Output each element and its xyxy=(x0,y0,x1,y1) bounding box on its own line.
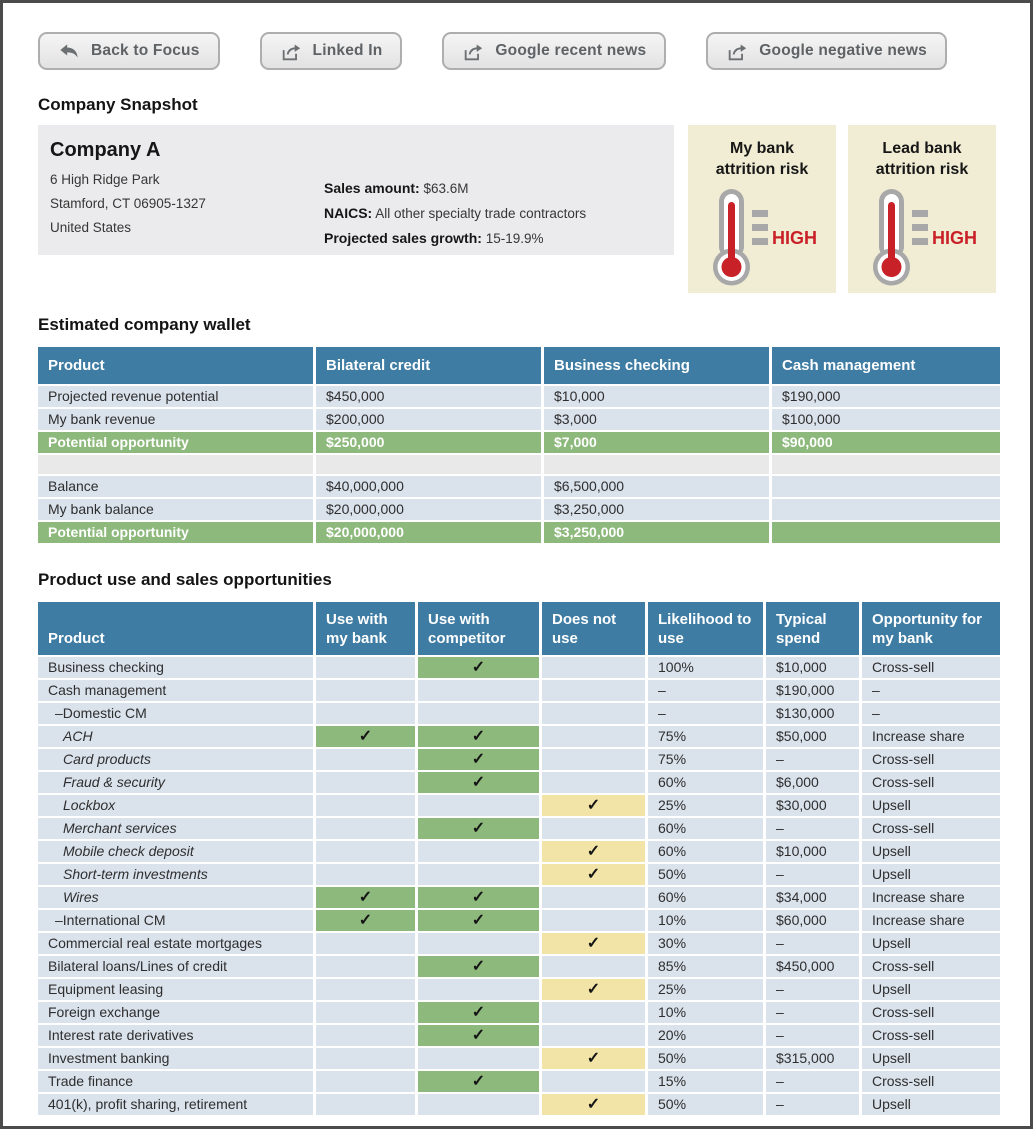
value-cell: $190,000 xyxy=(772,386,1000,409)
value-cell: $6,500,000 xyxy=(544,476,772,499)
column-header: Opportunity for my bank xyxy=(862,602,1000,657)
snapshot-section-title: Company Snapshot xyxy=(38,95,198,114)
does-not-use-cell xyxy=(542,1002,648,1025)
sales-growth-line xyxy=(324,226,586,251)
value-cell: $3,250,000 xyxy=(544,522,772,545)
company-details xyxy=(324,176,586,251)
use-with-competitor-cell-checked: ✓ xyxy=(418,818,542,841)
product-name-cell: Wires xyxy=(38,887,316,910)
product-name-cell: Cash management xyxy=(38,680,316,703)
likelihood-cell: 25% xyxy=(648,979,766,1002)
risk-title-line: attrition risk xyxy=(715,161,809,178)
use-with-competitor-cell-checked: ✓ xyxy=(418,1025,542,1048)
use-with-competitor-cell xyxy=(418,1048,542,1071)
risk-box-title xyxy=(848,138,996,180)
table-row xyxy=(38,979,1000,1002)
column-header: Likelihood to use xyxy=(648,602,766,657)
sales-amount-line xyxy=(324,176,586,201)
table-row xyxy=(38,749,1000,772)
company-address-line: Stamford, CT 06905-1327 xyxy=(50,196,206,211)
product-name-cell: Trade finance xyxy=(38,1071,316,1094)
product-name-cell: Short-term investments xyxy=(38,864,316,887)
use-with-my-bank-cell xyxy=(316,1025,418,1048)
use-with-competitor-cell-checked: ✓ xyxy=(418,657,542,680)
typical-spend-cell: $30,000 xyxy=(766,795,862,818)
use-with-my-bank-cell xyxy=(316,795,418,818)
table-row xyxy=(38,1094,1000,1117)
product-name-cell: Interest rate derivatives xyxy=(38,1025,316,1048)
value-cell xyxy=(316,455,544,476)
typical-spend-cell: – xyxy=(766,933,862,956)
table-row xyxy=(38,795,1000,818)
detail-value: $63.6M xyxy=(423,181,469,196)
value-cell: $7,000 xyxy=(544,432,772,455)
opportunity-cell: Upsell xyxy=(862,841,1000,864)
use-with-competitor-cell-checked: ✓ xyxy=(418,1002,542,1025)
table-row xyxy=(38,1071,1000,1094)
detail-label: Projected sales growth: xyxy=(324,230,482,246)
google-negative-news-button[interactable] xyxy=(706,32,947,70)
use-with-competitor-cell-checked: ✓ xyxy=(418,910,542,933)
use-with-my-bank-cell xyxy=(316,1094,418,1117)
likelihood-cell: 50% xyxy=(648,1048,766,1071)
likelihood-cell: 100% xyxy=(648,657,766,680)
column-header: Use with my bank xyxy=(316,602,418,657)
typical-spend-cell: – xyxy=(766,749,862,772)
share-icon xyxy=(280,42,302,61)
table-row xyxy=(38,933,1000,956)
likelihood-cell: 50% xyxy=(648,864,766,887)
product-name-cell: Lockbox xyxy=(38,795,316,818)
risk-title-line: My bank xyxy=(729,140,794,157)
table-row xyxy=(38,476,1000,499)
use-with-competitor-cell xyxy=(418,864,542,887)
use-with-competitor-cell-checked: ✓ xyxy=(418,887,542,910)
does-not-use-cell xyxy=(542,726,648,749)
company-info-panel xyxy=(38,125,674,255)
column-header: Business checking xyxy=(544,347,772,386)
detail-label: NAICS: xyxy=(324,205,373,221)
risk-level-badge: HIGH xyxy=(772,227,817,248)
use-with-my-bank-cell-checked: ✓ xyxy=(316,910,418,933)
value-cell: $450,000 xyxy=(316,386,544,409)
column-header: Cash management xyxy=(772,347,1000,386)
typical-spend-cell: $190,000 xyxy=(766,680,862,703)
likelihood-cell: 25% xyxy=(648,795,766,818)
row-label: Projected revenue potential xyxy=(38,386,316,409)
risk-title-line: Lead bank xyxy=(882,140,962,157)
product-name-cell: Commercial real estate mortgages xyxy=(38,933,316,956)
does-not-use-cell xyxy=(542,703,648,726)
typical-spend-cell: $34,000 xyxy=(766,887,862,910)
column-header: Product xyxy=(38,602,316,657)
opportunity-cell: Cross-sell xyxy=(862,749,1000,772)
wallet-header-row xyxy=(38,347,1000,386)
likelihood-cell: 85% xyxy=(648,956,766,979)
table-row xyxy=(38,1002,1000,1025)
table-row xyxy=(38,772,1000,795)
row-label xyxy=(38,455,316,476)
company-address-line: United States xyxy=(50,220,132,235)
does-not-use-cell xyxy=(542,680,648,703)
value-cell xyxy=(772,455,1000,476)
wallet-table xyxy=(38,347,1000,545)
table-row xyxy=(38,499,1000,522)
likelihood-cell: 60% xyxy=(648,772,766,795)
opportunity-cell: Upsell xyxy=(862,795,1000,818)
likelihood-cell: 75% xyxy=(648,749,766,772)
table-row xyxy=(38,1048,1000,1071)
column-header: Typical spend xyxy=(766,602,862,657)
use-with-competitor-cell xyxy=(418,979,542,1002)
back-to-focus-button[interactable] xyxy=(38,32,220,70)
product-name-cell: –International CM xyxy=(38,910,316,933)
likelihood-cell: 15% xyxy=(648,1071,766,1094)
value-cell xyxy=(772,522,1000,545)
button-label: Back to Focus xyxy=(91,42,200,59)
risk-box-title xyxy=(688,138,836,180)
value-cell: $10,000 xyxy=(544,386,772,409)
product-use-section-title: Product use and sales opportunities xyxy=(38,570,332,589)
back-arrow-icon xyxy=(58,42,80,61)
column-header: Use with competitor xyxy=(418,602,542,657)
use-with-my-bank-cell xyxy=(316,1071,418,1094)
typical-spend-cell: – xyxy=(766,864,862,887)
linkedin-button[interactable] xyxy=(260,32,403,70)
thermometer-icon xyxy=(867,187,931,289)
likelihood-cell: 20% xyxy=(648,1025,766,1048)
naics-line xyxy=(324,201,586,226)
does-not-use-cell xyxy=(542,749,648,772)
value-cell xyxy=(772,476,1000,499)
likelihood-cell: 60% xyxy=(648,818,766,841)
opportunity-cell: Cross-sell xyxy=(862,772,1000,795)
button-label: Google negative news xyxy=(759,42,927,59)
opportunity-cell: Cross-sell xyxy=(862,956,1000,979)
product-table-body xyxy=(38,657,1000,1117)
likelihood-cell: 60% xyxy=(648,841,766,864)
opportunity-cell: – xyxy=(862,703,1000,726)
typical-spend-cell: $450,000 xyxy=(766,956,862,979)
value-cell: $200,000 xyxy=(316,409,544,432)
does-not-use-cell xyxy=(542,772,648,795)
detail-label: Sales amount: xyxy=(324,180,420,196)
use-with-my-bank-cell xyxy=(316,841,418,864)
typical-spend-cell: $130,000 xyxy=(766,703,862,726)
product-name-cell: Bilateral loans/Lines of credit xyxy=(38,956,316,979)
use-with-competitor-cell-checked: ✓ xyxy=(418,749,542,772)
product-name-cell: Equipment leasing xyxy=(38,979,316,1002)
typical-spend-cell: $10,000 xyxy=(766,841,862,864)
value-cell: $40,000,000 xyxy=(316,476,544,499)
typical-spend-cell: – xyxy=(766,1025,862,1048)
risk-title-line: attrition risk xyxy=(875,161,969,178)
table-row xyxy=(38,841,1000,864)
use-with-my-bank-cell xyxy=(316,703,418,726)
does-not-use-cell xyxy=(542,910,648,933)
row-label: My bank balance xyxy=(38,499,316,522)
does-not-use-cell-checked: ✓ xyxy=(542,1048,648,1071)
opportunity-cell: Cross-sell xyxy=(862,818,1000,841)
typical-spend-cell: $315,000 xyxy=(766,1048,862,1071)
table-row xyxy=(38,887,1000,910)
company-name: Company A xyxy=(50,139,161,161)
typical-spend-cell: $10,000 xyxy=(766,657,862,680)
use-with-competitor-cell-checked: ✓ xyxy=(418,1071,542,1094)
table-row xyxy=(38,386,1000,409)
product-use-table xyxy=(38,602,1000,1117)
wallet-section-title: Estimated company wallet xyxy=(38,315,251,334)
opportunity-cell: Increase share xyxy=(862,910,1000,933)
use-with-competitor-cell-checked: ✓ xyxy=(418,726,542,749)
product-name-cell: Card products xyxy=(38,749,316,772)
likelihood-cell: 30% xyxy=(648,933,766,956)
row-label: Potential opportunity xyxy=(38,522,316,545)
use-with-competitor-cell xyxy=(418,680,542,703)
use-with-my-bank-cell xyxy=(316,956,418,979)
google-recent-news-button[interactable] xyxy=(442,32,666,70)
table-row xyxy=(38,956,1000,979)
use-with-my-bank-cell xyxy=(316,680,418,703)
use-with-my-bank-cell-checked: ✓ xyxy=(316,726,418,749)
does-not-use-cell-checked: ✓ xyxy=(542,864,648,887)
use-with-competitor-cell xyxy=(418,1094,542,1117)
product-name-cell: Investment banking xyxy=(38,1048,316,1071)
use-with-competitor-cell-checked: ✓ xyxy=(418,956,542,979)
use-with-my-bank-cell xyxy=(316,1048,418,1071)
use-with-competitor-cell xyxy=(418,795,542,818)
likelihood-cell: 75% xyxy=(648,726,766,749)
product-name-cell: 401(k), profit sharing, retirement xyxy=(38,1094,316,1117)
opportunity-row xyxy=(38,522,1000,545)
company-address-line: 6 High Ridge Park xyxy=(50,172,160,187)
opportunity-cell: Upsell xyxy=(862,1094,1000,1117)
use-with-my-bank-cell xyxy=(316,657,418,680)
typical-spend-cell: $60,000 xyxy=(766,910,862,933)
table-row xyxy=(38,864,1000,887)
table-row xyxy=(38,703,1000,726)
does-not-use-cell xyxy=(542,1071,648,1094)
value-cell xyxy=(544,455,772,476)
does-not-use-cell-checked: ✓ xyxy=(542,841,648,864)
column-header: Does not use xyxy=(542,602,648,657)
does-not-use-cell-checked: ✓ xyxy=(542,795,648,818)
use-with-competitor-cell xyxy=(418,933,542,956)
product-header-row xyxy=(38,602,1000,657)
product-name-cell: Foreign exchange xyxy=(38,1002,316,1025)
spacer-row xyxy=(38,455,1000,476)
likelihood-cell: 10% xyxy=(648,1002,766,1025)
typical-spend-cell: – xyxy=(766,1071,862,1094)
use-with-competitor-cell xyxy=(418,841,542,864)
does-not-use-cell xyxy=(542,657,648,680)
likelihood-cell: – xyxy=(648,680,766,703)
use-with-my-bank-cell xyxy=(316,818,418,841)
detail-value: All other specialty trade contractors xyxy=(375,206,587,221)
value-cell: $20,000,000 xyxy=(316,499,544,522)
use-with-my-bank-cell xyxy=(316,979,418,1002)
does-not-use-cell xyxy=(542,818,648,841)
does-not-use-cell xyxy=(542,887,648,910)
product-name-cell: ACH xyxy=(38,726,316,749)
does-not-use-cell xyxy=(542,956,648,979)
table-row xyxy=(38,726,1000,749)
use-with-competitor-cell xyxy=(418,703,542,726)
opportunity-cell: Cross-sell xyxy=(862,657,1000,680)
my-bank-attrition-risk-box xyxy=(688,125,836,293)
value-cell: $250,000 xyxy=(316,432,544,455)
product-name-cell: Merchant services xyxy=(38,818,316,841)
opportunity-cell: Cross-sell xyxy=(862,1071,1000,1094)
value-cell: $90,000 xyxy=(772,432,1000,455)
product-name-cell: Business checking xyxy=(38,657,316,680)
table-row xyxy=(38,409,1000,432)
detail-value: 15-19.9% xyxy=(485,231,544,246)
typical-spend-cell: – xyxy=(766,818,862,841)
likelihood-cell: 60% xyxy=(648,887,766,910)
typical-spend-cell: – xyxy=(766,979,862,1002)
use-with-my-bank-cell xyxy=(316,864,418,887)
does-not-use-cell-checked: ✓ xyxy=(542,979,648,1002)
likelihood-cell: – xyxy=(648,703,766,726)
use-with-my-bank-cell xyxy=(316,1002,418,1025)
opportunity-cell: Increase share xyxy=(862,887,1000,910)
does-not-use-cell-checked: ✓ xyxy=(542,1094,648,1117)
value-cell xyxy=(772,499,1000,522)
thermometer-icon xyxy=(707,187,771,289)
does-not-use-cell-checked: ✓ xyxy=(542,933,648,956)
opportunity-cell: Cross-sell xyxy=(862,1002,1000,1025)
opportunity-cell: Upsell xyxy=(862,979,1000,1002)
typical-spend-cell: – xyxy=(766,1094,862,1117)
opportunity-cell: Upsell xyxy=(862,1048,1000,1071)
product-name-cell: –Domestic CM xyxy=(38,703,316,726)
table-row xyxy=(38,680,1000,703)
does-not-use-cell xyxy=(542,1025,648,1048)
table-row xyxy=(38,910,1000,933)
opportunity-cell: – xyxy=(862,680,1000,703)
table-row xyxy=(38,1025,1000,1048)
typical-spend-cell: $50,000 xyxy=(766,726,862,749)
value-cell: $3,000 xyxy=(544,409,772,432)
value-cell: $3,250,000 xyxy=(544,499,772,522)
use-with-my-bank-cell-checked: ✓ xyxy=(316,887,418,910)
table-row xyxy=(38,818,1000,841)
use-with-competitor-cell-checked: ✓ xyxy=(418,772,542,795)
row-label: Balance xyxy=(38,476,316,499)
share-icon xyxy=(726,42,748,61)
likelihood-cell: 10% xyxy=(648,910,766,933)
button-label: Linked In xyxy=(312,42,383,59)
use-with-my-bank-cell xyxy=(316,749,418,772)
opportunity-cell: Upsell xyxy=(862,864,1000,887)
product-name-cell: Fraud & security xyxy=(38,772,316,795)
product-name-cell: Mobile check deposit xyxy=(38,841,316,864)
likelihood-cell: 50% xyxy=(648,1094,766,1117)
table-row xyxy=(38,657,1000,680)
typical-spend-cell: $6,000 xyxy=(766,772,862,795)
toolbar xyxy=(38,32,995,70)
value-cell: $100,000 xyxy=(772,409,1000,432)
column-header: Bilateral credit xyxy=(316,347,544,386)
use-with-my-bank-cell xyxy=(316,933,418,956)
risk-level-badge: HIGH xyxy=(932,227,977,248)
typical-spend-cell: – xyxy=(766,1002,862,1025)
lead-bank-attrition-risk-box xyxy=(848,125,996,293)
row-label: My bank revenue xyxy=(38,409,316,432)
use-with-my-bank-cell xyxy=(316,772,418,795)
value-cell: $20,000,000 xyxy=(316,522,544,545)
row-label: Potential opportunity xyxy=(38,432,316,455)
share-icon xyxy=(462,42,484,61)
button-label: Google recent news xyxy=(495,42,647,59)
opportunity-cell: Cross-sell xyxy=(862,1025,1000,1048)
opportunity-cell: Upsell xyxy=(862,933,1000,956)
wallet-table-body xyxy=(38,386,1000,545)
opportunity-row xyxy=(38,432,1000,455)
opportunity-cell: Increase share xyxy=(862,726,1000,749)
column-header: Product xyxy=(38,347,316,386)
